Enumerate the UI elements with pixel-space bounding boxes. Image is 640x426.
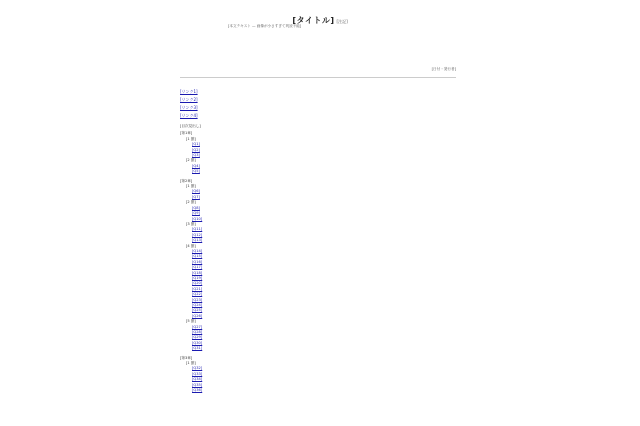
question-link[interactable]: [Q12] (192, 232, 203, 237)
table-of-contents (180, 124, 440, 394)
top-nav-links (180, 88, 380, 120)
question-link[interactable]: [Q11] (192, 227, 203, 232)
question-link[interactable]: [Q26] (192, 313, 203, 318)
question-link[interactable]: [Q27] (192, 324, 203, 329)
question-link[interactable]: [Q17] (192, 265, 203, 270)
question-link[interactable]: [Q21] (192, 286, 203, 291)
top-link-4[interactable]: [リンク4] (180, 113, 198, 118)
question-link[interactable]: [Q29] (192, 335, 203, 340)
question-link[interactable]: [Q9] (192, 211, 200, 216)
question-link[interactable]: [Q4] (192, 163, 200, 168)
section-title: [2 節] (186, 200, 196, 205)
question-link[interactable]: [Q33] (192, 371, 203, 376)
question-link[interactable]: [Q22] (192, 292, 203, 297)
question-link[interactable]: [Q6] (192, 189, 200, 194)
question-link[interactable]: [Q28] (192, 330, 203, 335)
question-link[interactable]: [Q14] (192, 248, 203, 253)
question-link[interactable]: [Q35] (192, 382, 203, 387)
question-link[interactable]: [Q19] (192, 275, 203, 280)
question-link[interactable]: [Q16] (192, 259, 203, 264)
chapter-title: [第1章] (180, 131, 193, 136)
section-title: [5 節] (186, 319, 196, 324)
intro-text: [本文テキスト — 画像が小さすぎて判読不能] (228, 24, 302, 28)
question-link[interactable]: [Q20] (192, 281, 203, 286)
chapter-title: [第3章] (180, 355, 193, 360)
question-link[interactable]: [Q32] (192, 366, 203, 371)
toc-heading: [目次見出し] (180, 124, 201, 128)
toc-chapter (180, 356, 440, 394)
question-link[interactable]: [Q18] (192, 270, 203, 275)
toc-chapter (180, 179, 440, 352)
section-title: [3 節] (186, 221, 196, 226)
question-link[interactable]: [Q31] (192, 346, 203, 351)
page-title: [タイトル] (292, 16, 335, 25)
question-link[interactable]: [Q34] (192, 377, 203, 382)
toc-chapter (180, 131, 440, 174)
question-link[interactable]: [Q23] (192, 297, 203, 302)
section-title: [2 節] (186, 158, 196, 163)
title-note: [注記] (336, 19, 348, 24)
question-link[interactable]: [Q2] (192, 147, 200, 152)
toc-body (180, 131, 440, 393)
section-title: [4 節] (186, 243, 196, 248)
top-link-3[interactable]: [リンク3] (180, 105, 198, 110)
question-link[interactable]: [Q8] (192, 205, 200, 210)
question-link[interactable]: [Q13] (192, 238, 203, 243)
question-link[interactable]: [Q7] (192, 194, 200, 199)
question-link[interactable]: [Q24] (192, 303, 203, 307)
question-link[interactable]: [Q5] (192, 169, 200, 174)
section-title: [1 節] (186, 361, 196, 366)
question-link[interactable]: [Q36] (192, 388, 203, 393)
question-link[interactable]: [Q1] (192, 142, 200, 147)
question-link[interactable]: [Q10] (192, 216, 203, 221)
date-publisher-line: [日付・発行者] (431, 67, 456, 71)
section-title: [1 節] (186, 136, 196, 141)
question-link[interactable]: [Q15] (192, 254, 203, 259)
chapter-title: [第2章] (180, 178, 193, 183)
intro-block (228, 24, 456, 30)
top-link-2[interactable]: [リンク2] (180, 97, 198, 102)
question-link[interactable]: [Q25] (192, 308, 203, 313)
question-link[interactable]: [Q30] (192, 340, 203, 345)
divider (180, 77, 456, 78)
top-link-1[interactable]: [リンク1] (180, 89, 198, 94)
section-title: [1 節] (186, 184, 196, 189)
question-link[interactable]: [Q3] (192, 153, 200, 158)
